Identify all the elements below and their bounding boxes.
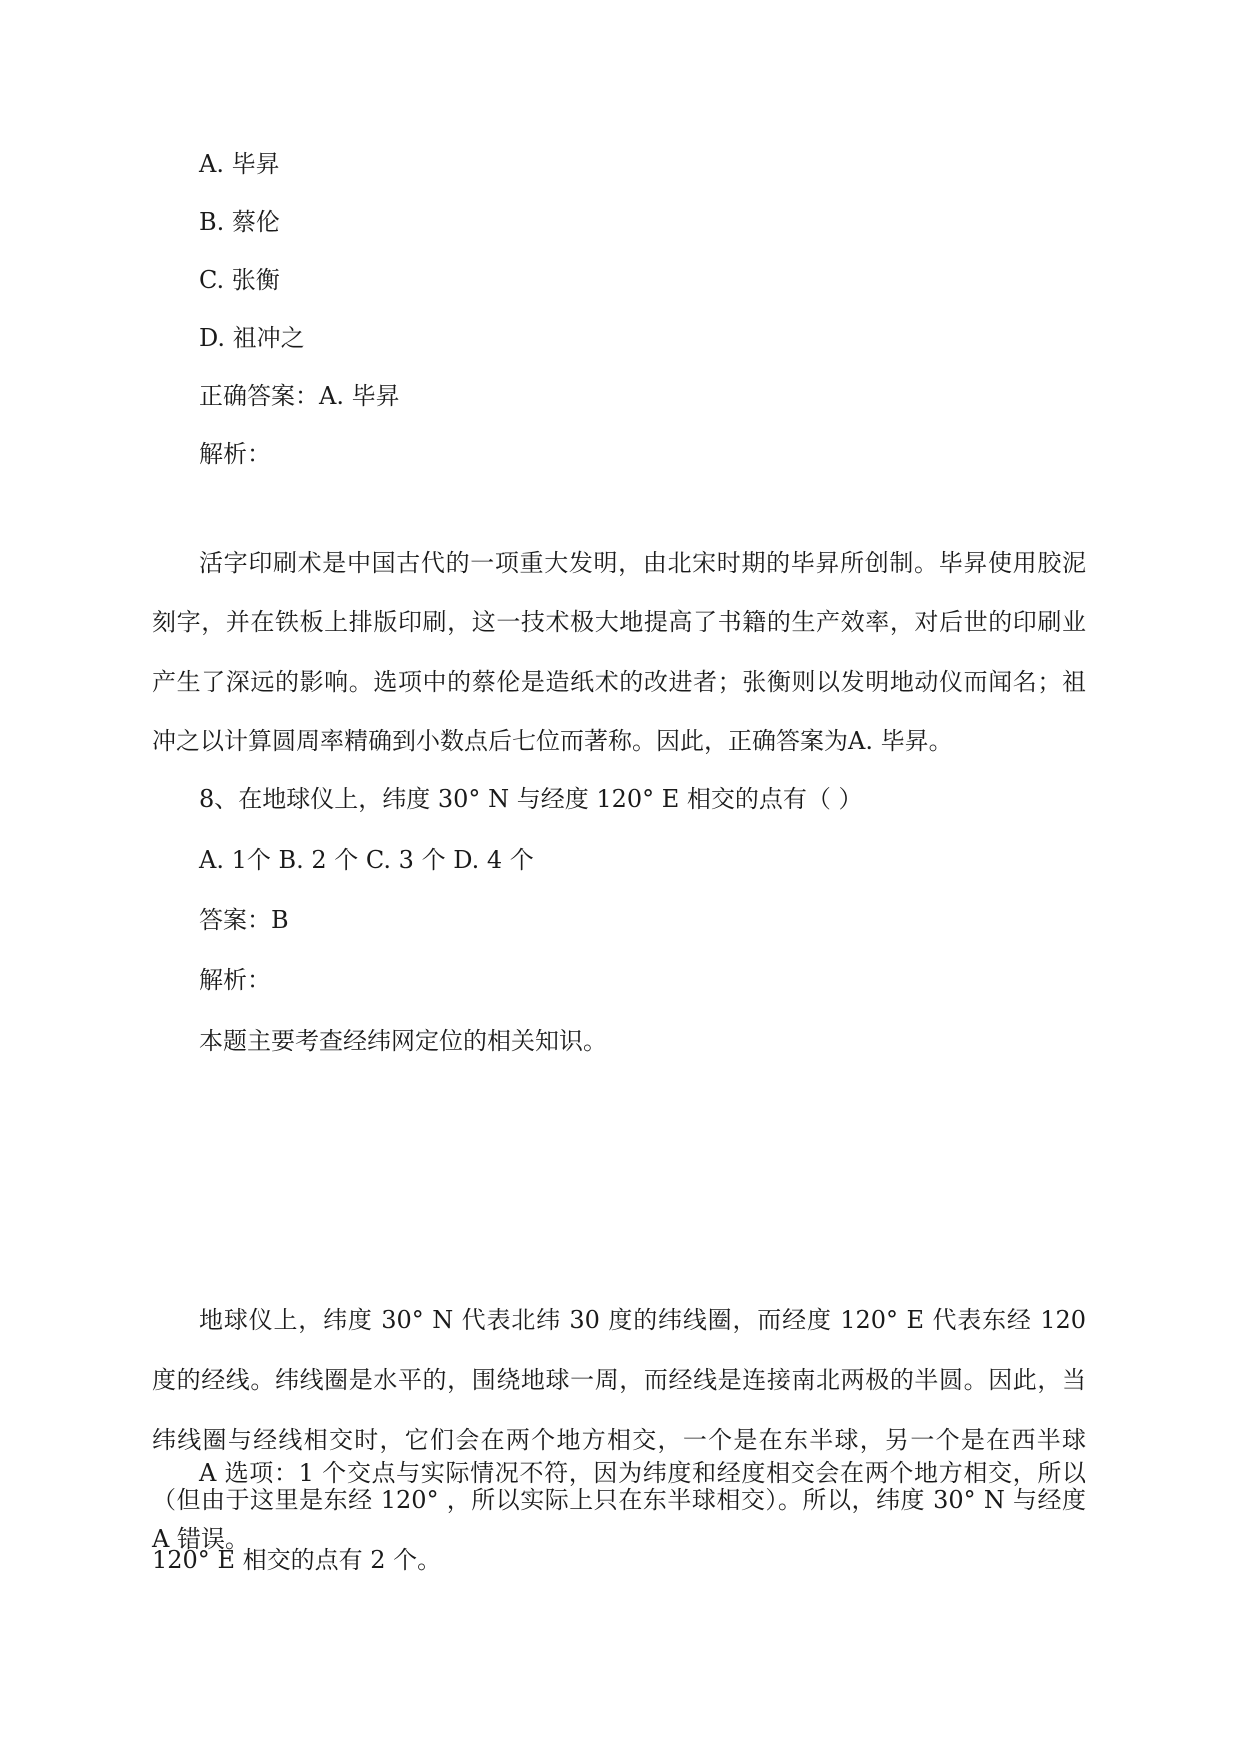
q8-options: A. 1个 B. 2 个 C. 3 个 D. 4 个 (199, 846, 534, 874)
q7-option-b: B. 蔡伦 (199, 208, 280, 236)
q7-analysis-text: 活字印刷术是中国古代的一项重大发明，由北宋时期的毕昇所创制。毕昇使用胶泥刻字，并在铁板上排版印刷，这一技术极大地提高了书籍的生产效率，对后世的印刷业产生了深远的影响。选项中的蔡伦是造纸术的改进者；张衡则以发明地动仪而闻名；祖冲之以计算圆周率精确到小数点后七位而著称。因此，正确答案为A. 毕昇。 (152, 549, 1086, 755)
q8-question: 8、在地球仪上，纬度 30° N 与经度 120° E 相交的点有（ ） (199, 785, 863, 813)
q7-correct-answer: 正确答案：A. 毕昇 (199, 382, 400, 410)
q8-option-a-note: A 选项：1 个交点与实际情况不符，因为纬度和经度相交会在两个地方相交，所以 A 错误。 (152, 1459, 1086, 1553)
q7-analysis-label: 解析： (199, 440, 271, 468)
q7-option-a: A. 毕昇 (199, 150, 280, 178)
q8-analysis-body: 地球仪上，纬度 30° N 代表北纬 30 度的纬线圈，而经度 120° E 代表东经 120 度的经线。纬线圈是水平的，围绕地球一周，而经线是连接南北两极的半圆。因此，当纬线圈与经线相交时，它们会在两个地方相交，一个是在东半球，另一个是在西半球（但由于这里是东经 120° ，所以实际上只在东半球相交）。所以，纬度 30° N 与经度 120° E 相交的点有 2 个。 (152, 1306, 1086, 1574)
q7-option-c: C. 张衡 (199, 266, 280, 294)
q8-analysis-label: 解析： (199, 966, 271, 994)
q8-analysis-intro: 本题主要考查经纬网定位的相关知识。 (199, 1027, 607, 1055)
q7-option-d: D. 祖冲之 (199, 324, 305, 352)
q8-answer: 答案：B (199, 906, 289, 934)
